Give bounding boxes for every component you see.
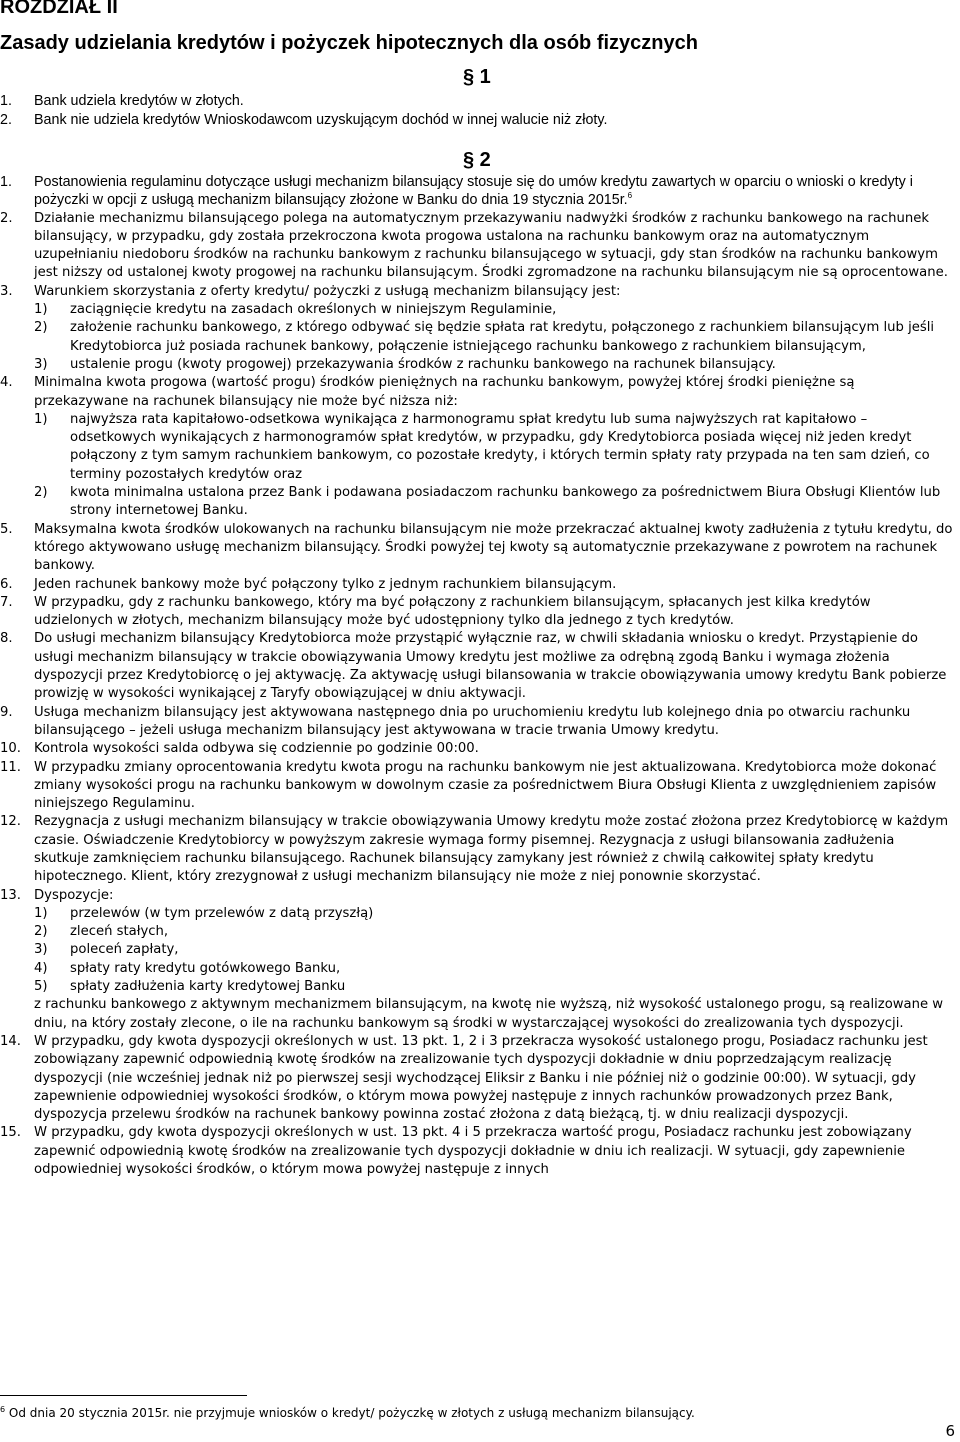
sub-list bbox=[34, 301, 953, 374]
item-number: 10. bbox=[0, 741, 21, 757]
item-text: Do usługi mechanizm bilansujący Kredytobiorca może przystąpić wyłącznie raz, w chwili składania wniosku o kredyt. Przystąpienie do usługi mechanizm bilansujący w trakcie obowiązywania Umowy kredytu jest możliwe za odrębną zgodą Banku i wymaga złożenia dyspozycji przez Kredytobiorcę o jej aktywację. Za aktywację usługi bilansowania w trakcie obowiązywania umowy kredytu Bank pobierze prowizję w wysokości wynikającej z Taryfy obowiązującej w dniu aktywacji. bbox=[34, 631, 947, 702]
sub-item-text: kwota minimalna ustalona przez Bank i podawana posiadaczom rachunku bankowego za pośrednictwem Biura Obsługi Klientów lub strony internetowej Banku. bbox=[70, 485, 941, 519]
sub-item-text: zleceń stałych, bbox=[70, 924, 169, 940]
section-2-item-7 bbox=[0, 594, 953, 631]
sub-item-text: zaciągnięcie kredytu na zasadach określonych w niniejszym Regulaminie, bbox=[70, 302, 557, 318]
section-2-item-10 bbox=[0, 740, 953, 758]
sub-item bbox=[34, 411, 953, 484]
sub-item-number: 2) bbox=[34, 485, 48, 501]
sub-item-text: przelewów (w tym przelewów z datą przyszłą) bbox=[70, 905, 374, 921]
sub-item-text: ustalenie progu (kwoty progowej) przekazywania środków z rachunku bankowego na rachunek bilansujący. bbox=[70, 356, 776, 372]
section-2-item-15 bbox=[0, 1124, 953, 1179]
item-text: Usługa mechanizm bilansujący jest aktywowana następnego dnia po uruchomieniu kredytu lub kolejnego dnia po otwarciu rachunku bilansującego – jeżeli usługa mechanizm bilansujący jest aktywowana w tracie trwania Umowy kredytu. bbox=[34, 704, 911, 738]
section-1-item bbox=[0, 111, 960, 130]
sub-item-number: 2) bbox=[34, 924, 48, 940]
section-2-item-8 bbox=[0, 630, 953, 703]
sub-list bbox=[34, 905, 953, 996]
sub-item bbox=[34, 941, 953, 959]
item-number: 15. bbox=[0, 1125, 21, 1141]
section-2-item-9 bbox=[0, 704, 953, 741]
item-number: 12. bbox=[0, 814, 21, 830]
section-2-item-3 bbox=[0, 283, 953, 374]
section-2-item-13 bbox=[0, 887, 953, 1033]
item-number: 7. bbox=[0, 594, 13, 610]
sub-item bbox=[34, 301, 953, 319]
sub-item-number: 3) bbox=[34, 942, 48, 958]
sub-item-number: 1) bbox=[34, 905, 48, 921]
item-text: Bank nie udziela kredytów Wnioskodawcom uzyskującym dochód w innej walucie niż złoty. bbox=[34, 112, 608, 128]
item-text: W przypadku, gdy z rachunku bankowego, który ma być połączony z rachunkiem bilansującym, spłacanych jest kilka kredytów udzielonych w złotych, mechanizm bilansujący może być udostępniony tylko dla jednego z tych kredytów. bbox=[34, 594, 871, 629]
section-1-symbol: § 1 bbox=[463, 66, 491, 88]
item-text: Warunkiem skorzystania z oferty kredytu/ pożyczki z usługą mechanizm bilansujący jest: bbox=[34, 283, 621, 299]
item-number: 8. bbox=[0, 631, 13, 647]
section-2-item-12 bbox=[0, 813, 953, 886]
sub-item-number: 4) bbox=[34, 960, 48, 976]
section-1-item bbox=[0, 92, 960, 111]
sub-item bbox=[34, 978, 953, 996]
section-2-item-1 bbox=[0, 173, 953, 210]
section-2-item-14 bbox=[0, 1033, 953, 1124]
sub-item-number: 1) bbox=[34, 411, 48, 427]
item-text: Jeden rachunek bankowy może być połączony tylko z jednym rachunkiem bilansującym. bbox=[34, 576, 617, 592]
page-number: 6 bbox=[945, 1422, 955, 1440]
item-number: 2. bbox=[0, 210, 13, 226]
section-2-item-5 bbox=[0, 521, 953, 576]
item-text: W przypadku zmiany oprocentowania kredytu kwota progu na rachunku bankowym nie jest aktualizowana. Kredytobiorca może dokonać zmiany wysokości progu na rachunku bankowym w dowolnym czasie za pośrednictwem Biura Obsługi Klienta z uwzględnieniem zapisów niniejszego Regulaminu. bbox=[34, 759, 937, 812]
item-number: 5. bbox=[0, 521, 13, 537]
sub-item-number: 5) bbox=[34, 979, 48, 995]
item-text: W przypadku, gdy kwota dyspozycji określonych w ust. 13 pkt. 1, 2 i 3 przekracza wysokość ustalonego progu, Posiadacz rachunku jest zobowiązany zapewnić odpowiednią kwotę środków na zrealizowanie tych dyspozycji dokładnie w dniu poprzedzającym realizację dyspozycji (nie wcześniej jednak niż po pierwszej sesji wychodzącej Eliksir z Banku i nie później niż o godzinie 00:00). W sytuacji, gdy zapewnienie odpowiedniej wysokości środków, o którym mowa powyżej następuje z innych rachunków prowadzonych przez Bank, dyspozycja przelewu środków na rachunek bankowy powinna zostać złożona z datą bieżącą, tj. w dniu realizacji dyspozycji. bbox=[34, 1033, 928, 1123]
item-number: 4. bbox=[0, 375, 13, 391]
section-2-item-4 bbox=[0, 374, 953, 520]
section-2-list bbox=[0, 173, 953, 1179]
item-text: W przypadku, gdy kwota dyspozycji określonych w ust. 13 pkt. 4 i 5 przekracza wartość progu, Posiadacz rachunku jest zobowiązany zapewnić odpowiednią kwotę środków na zrealizowanie tych dyspozycji dokładnie w dniu ich realizacji. W sytuacji, gdy zapewnienie odpowiedniej wysokości środków, o którym mowa powyżej następuje z innych bbox=[34, 1125, 912, 1178]
sub-item-text: najwyższa rata kapitałowo-odsetkowa wynikająca z harmonogramu spłat kredytu lub suma najwyższych rat kapitałowo – odsetkowych wynikających z harmonogramów spłat kredytów, w przypadku, gdy Kredytobiorca posiada więcej niż jeden kredyt połączony z tym samym rachunkiem bankowym, co pozostałe kredyty, i których termin spłaty raty przypada na ten sam dzień, co terminy pozostałych kredytów oraz bbox=[70, 411, 930, 482]
sub-item-number: 3) bbox=[34, 356, 48, 372]
item-number: 14. bbox=[0, 1033, 21, 1049]
item-text: Bank udziela kredytów w złotych. bbox=[34, 93, 244, 109]
sub-item-text: spłaty raty kredytu gotówkowego Banku, bbox=[70, 960, 341, 976]
section-2-item-6 bbox=[0, 576, 953, 594]
section-2-item-11 bbox=[0, 759, 953, 814]
section-2-symbol: § 2 bbox=[463, 149, 491, 171]
item-number: 2. bbox=[0, 112, 12, 128]
sub-item bbox=[34, 923, 953, 941]
footnote-mark: 6 bbox=[0, 1405, 6, 1414]
chapter-title: Zasady udzielania kredytów i pożyczek hipotecznych dla osób fizycznych bbox=[0, 32, 698, 54]
footnote bbox=[0, 1405, 695, 1421]
sub-item-text: spłaty zadłużenia karty kredytowej Banku bbox=[70, 979, 346, 995]
item-text: Działanie mechanizmu bilansującego polega na automatycznym przekazywaniu nadwyżki środków z rachunku bankowego na rachunek bilansujący, w przypadku, gdy została przekroczona kwota progowa ustalona na rachunku bankowym oraz na automatycznym uzupełnianiu niedoboru środków na rachunku bankowym z rachunku bilansującego w sytuacji, gdy stan środków na rachunku bankowym jest niższy od ustalonej kwoty progowej na rachunku bilansującym. Środki zgromadzone na rachunku bilansującym nie są oprocentowane. bbox=[34, 210, 948, 281]
section-1-list bbox=[0, 92, 960, 130]
item-text: Rezygnacja z usługi mechanizm bilansujący w trakcie obowiązywania Umowy kredytu może zostać złożona przez Kredytobiorcę w każdym czasie. Oświadczenie Kredytobiorcy w powyższym zakresie wymaga formy pisemnej. Rezygnacja z usługi bilansowania zadłużenia skutkuje zamknięciem rachunku bilansującego. Rachunek bilansujący zamykany jest również z chwilą całkowitej spłaty kredytu hipotecznego. Klient, który zrezygnował z usługi mechanizm bilansujący nie może z niej ponownie skorzystać. bbox=[34, 814, 949, 885]
item-number: 9. bbox=[0, 704, 13, 720]
sub-item-text: założenie rachunku bankowego, z którego odbywać się będzie spłata rat kredytu, połączonego z rachunkiem bilansującym lub jeśli Kredytobiorca już posiada rachunek bankowy, połączenie istniejącego rachunku bankowego z rachunkiem bilansującym, bbox=[70, 320, 935, 354]
item-text: Minimalna kwota progowa (wartość progu) środków pieniężnych na rachunku bankowym, powyżej której środki pieniężne są przekazywane na rachunek bilansujący nie może być niższa niż: bbox=[34, 375, 855, 409]
sub-item-number: 1) bbox=[34, 302, 48, 318]
footnote-divider bbox=[0, 1395, 247, 1396]
item-number: 3. bbox=[0, 283, 13, 299]
item-number: 6. bbox=[0, 576, 13, 592]
item-text: Dyspozycje: bbox=[34, 887, 114, 903]
item-continuation-text: z rachunku bankowego z aktywnym mechanizmem bilansującym, na kwotę nie wyższą, niż wysokość ustalonego progu, są realizowane w dniu, na który zostały zlecone, o ile na rachunku bankowym są środki w wystarczającej wysokości do zrealizowania tych dyspozycji. bbox=[34, 997, 944, 1031]
chapter-label: ROZDZIAŁ II bbox=[0, 0, 118, 18]
sub-item bbox=[34, 484, 953, 521]
sub-item bbox=[34, 960, 953, 978]
item-number: 13. bbox=[0, 887, 21, 903]
item-number: 1. bbox=[0, 93, 12, 109]
item-number: 11. bbox=[0, 759, 21, 775]
item-text: Postanowienia regulaminu dotyczące usługi mechanizm bilansujący stosuje się do umów kredytu zawartych w oparciu o wnioski o kredyty i pożyczki w opcji z usługą mechanizm bilansujący złożone w Banku do dnia 19 stycznia 2015r. bbox=[34, 174, 913, 209]
sub-item bbox=[34, 319, 953, 356]
item-number: 1. bbox=[0, 174, 12, 190]
sub-item bbox=[34, 905, 953, 923]
item-text: Kontrola wysokości salda odbywa się codziennie po godzinie 00:00. bbox=[34, 741, 479, 757]
sub-item bbox=[34, 356, 953, 374]
sub-list bbox=[34, 411, 953, 521]
section-2-item-2 bbox=[0, 210, 953, 283]
item-text: Maksymalna kwota środków ulokowanych na rachunku bilansującym nie może przekraczać aktualnej kwoty zadłużenia z tytułu kredytu, do którego aktywowano usługę mechanizm bilansujący. Środki powyżej tej kwoty są automatycznie przekazywane z powrotem na rachunek bankowy. bbox=[34, 521, 953, 574]
footnote-text: Od dnia 20 stycznia 2015r. nie przyjmuje wniosków o kredyt/ pożyczkę w złotych z usługą mechanizm bilansujący. bbox=[8, 1406, 695, 1420]
sub-item-number: 2) bbox=[34, 320, 48, 336]
sub-item-text: poleceń zapłaty, bbox=[70, 942, 179, 958]
footnote-ref: 6 bbox=[627, 191, 633, 201]
